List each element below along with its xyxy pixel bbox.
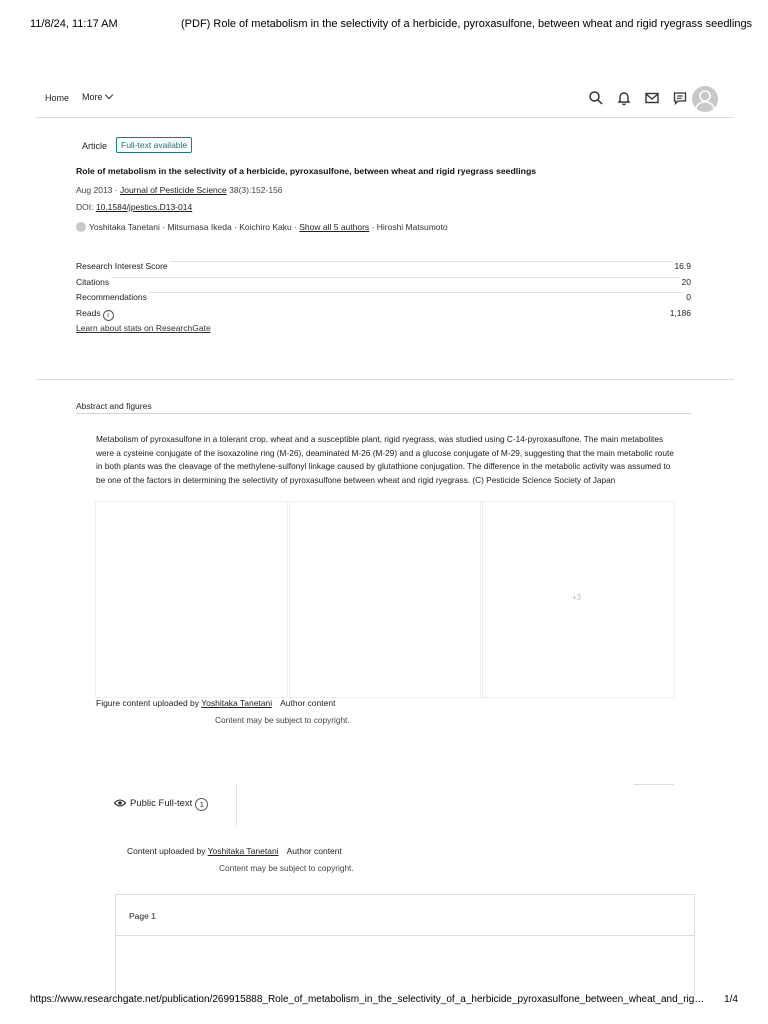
author-content-label: Author content	[286, 846, 342, 856]
stat-row	[76, 277, 691, 293]
stat-value: 16.9	[674, 261, 691, 271]
content-credit	[127, 846, 342, 856]
pdf-page-viewer	[115, 894, 695, 995]
stat-label: Recommendations	[76, 292, 147, 302]
stats-table	[76, 261, 691, 323]
pdf-page-label: Page 1	[129, 911, 156, 921]
figure-uploader-link[interactable]: Yoshitaka Tanetani	[201, 698, 273, 708]
figure-copyright-note: Content may be subject to copyright.	[215, 715, 350, 725]
bell-icon[interactable]	[616, 90, 632, 106]
stat-label: Research Interest Score	[76, 261, 168, 271]
search-icon[interactable]	[588, 90, 604, 106]
stat-value: 0	[686, 292, 691, 302]
print-page-number: 1/4	[724, 994, 738, 1005]
pdf-page-header	[116, 895, 694, 936]
print-datetime: 11/8/24, 11:17 AM	[30, 18, 118, 30]
stat-value: 20	[681, 276, 691, 287]
abstract-text: Metabolism of pyroxasulfone in a tolerant crop, wheat and a susceptible plant, rigid ryegrass, was studied using C-14-pyroxasulfone. The main metabolites were a cysteine conjugate of the isoxazoline ring (M-26), deaminated M-26 (M-29) and a glucose conjugate of M-29, suggesting that the main metabolic route in both plants was the cleavage of the methylene-sulfonyl linkage caused by glutathione conjugation. The difference in the metabolic activity was assumed to be one of the factors in determining the selectivity of pyroxasulfone between wheat and rigid ryegrass. (C) Pesticide Science Society of Japan	[96, 434, 674, 485]
stat-rule	[76, 277, 691, 278]
nav-more-menu[interactable]	[82, 92, 112, 102]
stat-row	[76, 292, 691, 308]
vertical-divider	[236, 784, 237, 826]
fulltext-count-badge: 1	[195, 798, 208, 811]
article-type-label: Article	[82, 141, 108, 151]
stat-row	[76, 261, 691, 277]
doi-line	[76, 202, 192, 212]
message-icon[interactable]	[672, 90, 688, 106]
full-text-badge: Full-text available	[116, 137, 192, 153]
content-copyright-note: Content may be subject to copyright.	[219, 863, 354, 873]
figure-credit-text: Figure content uploaded by	[96, 698, 202, 708]
meta-separator: ·	[112, 185, 120, 195]
content-uploader-link[interactable]: Yoshitaka Tanetani	[207, 846, 279, 856]
publication-meta	[76, 185, 283, 195]
avatar[interactable]	[692, 86, 718, 112]
nav-more-label: More	[82, 92, 103, 102]
figure-credit	[96, 698, 335, 708]
more-figures-count[interactable]: +3	[572, 593, 582, 602]
authors-text: Yoshitaka Tanetani · Mitsumasa Ikeda · Koichiro Kaku ·	[89, 222, 300, 232]
public-fulltext-tab[interactable]	[114, 798, 208, 811]
nav-home-link[interactable]: Home	[45, 93, 70, 103]
figure-thumbnail[interactable]	[289, 501, 481, 698]
doi-link[interactable]: 10.1584/jpestics.D13-014	[95, 202, 193, 212]
section-divider	[36, 379, 734, 380]
top-nav	[36, 84, 734, 112]
eye-icon	[114, 798, 126, 811]
abstract-heading-rule	[76, 413, 691, 414]
divider	[634, 784, 674, 785]
figure-thumbnail[interactable]	[95, 501, 288, 698]
author-list	[76, 222, 448, 232]
nav-icons	[588, 86, 718, 110]
public-fulltext-label: Public Full-text	[130, 798, 193, 809]
learn-stats-link[interactable]: Learn about stats on ResearchGate	[76, 323, 211, 333]
author-avatar-icon	[76, 222, 86, 232]
show-all-authors-link[interactable]: Show all 5 authors	[299, 222, 370, 232]
stat-value: 1,186	[669, 307, 691, 318]
doi-label: DOI:	[76, 202, 96, 212]
author-content-label: Author content	[280, 698, 336, 708]
nav-divider	[36, 117, 734, 118]
print-url: https://www.researchgate.net/publication/269915888_Role_of_metabolism_in_the_selectivity_of_a_herbicide_pyroxasulfone_between_wheat_and_rig…	[30, 994, 705, 1005]
info-icon[interactable]: i	[103, 310, 114, 321]
chevron-down-icon	[104, 91, 112, 99]
mail-icon[interactable]	[644, 90, 660, 106]
stat-rule	[76, 292, 691, 293]
authors-last: · Hiroshi Matsumoto	[369, 222, 448, 232]
stat-row	[76, 308, 691, 324]
publication-date: Aug 2013	[76, 185, 113, 195]
print-page-title: (PDF) Role of metabolism in the selectivity of a herbicide, pyroxasulfone, between wheat and rigid ryegrass seedlings	[181, 18, 753, 30]
abstract-heading: Abstract and figures	[76, 401, 152, 411]
content-credit-text: Content uploaded by	[127, 846, 208, 856]
stat-label-reads	[76, 308, 116, 321]
stat-label: Citations	[76, 276, 110, 287]
article-title: Role of metabolism in the selectivity of a herbicide, pyroxasulfone, between wheat and rigid ryegrass seedlings	[76, 166, 537, 176]
journal-link[interactable]: Journal of Pesticide Science	[119, 185, 227, 195]
volume-info: 38(3):152-156	[229, 185, 283, 195]
stat-label: Reads	[76, 307, 101, 318]
